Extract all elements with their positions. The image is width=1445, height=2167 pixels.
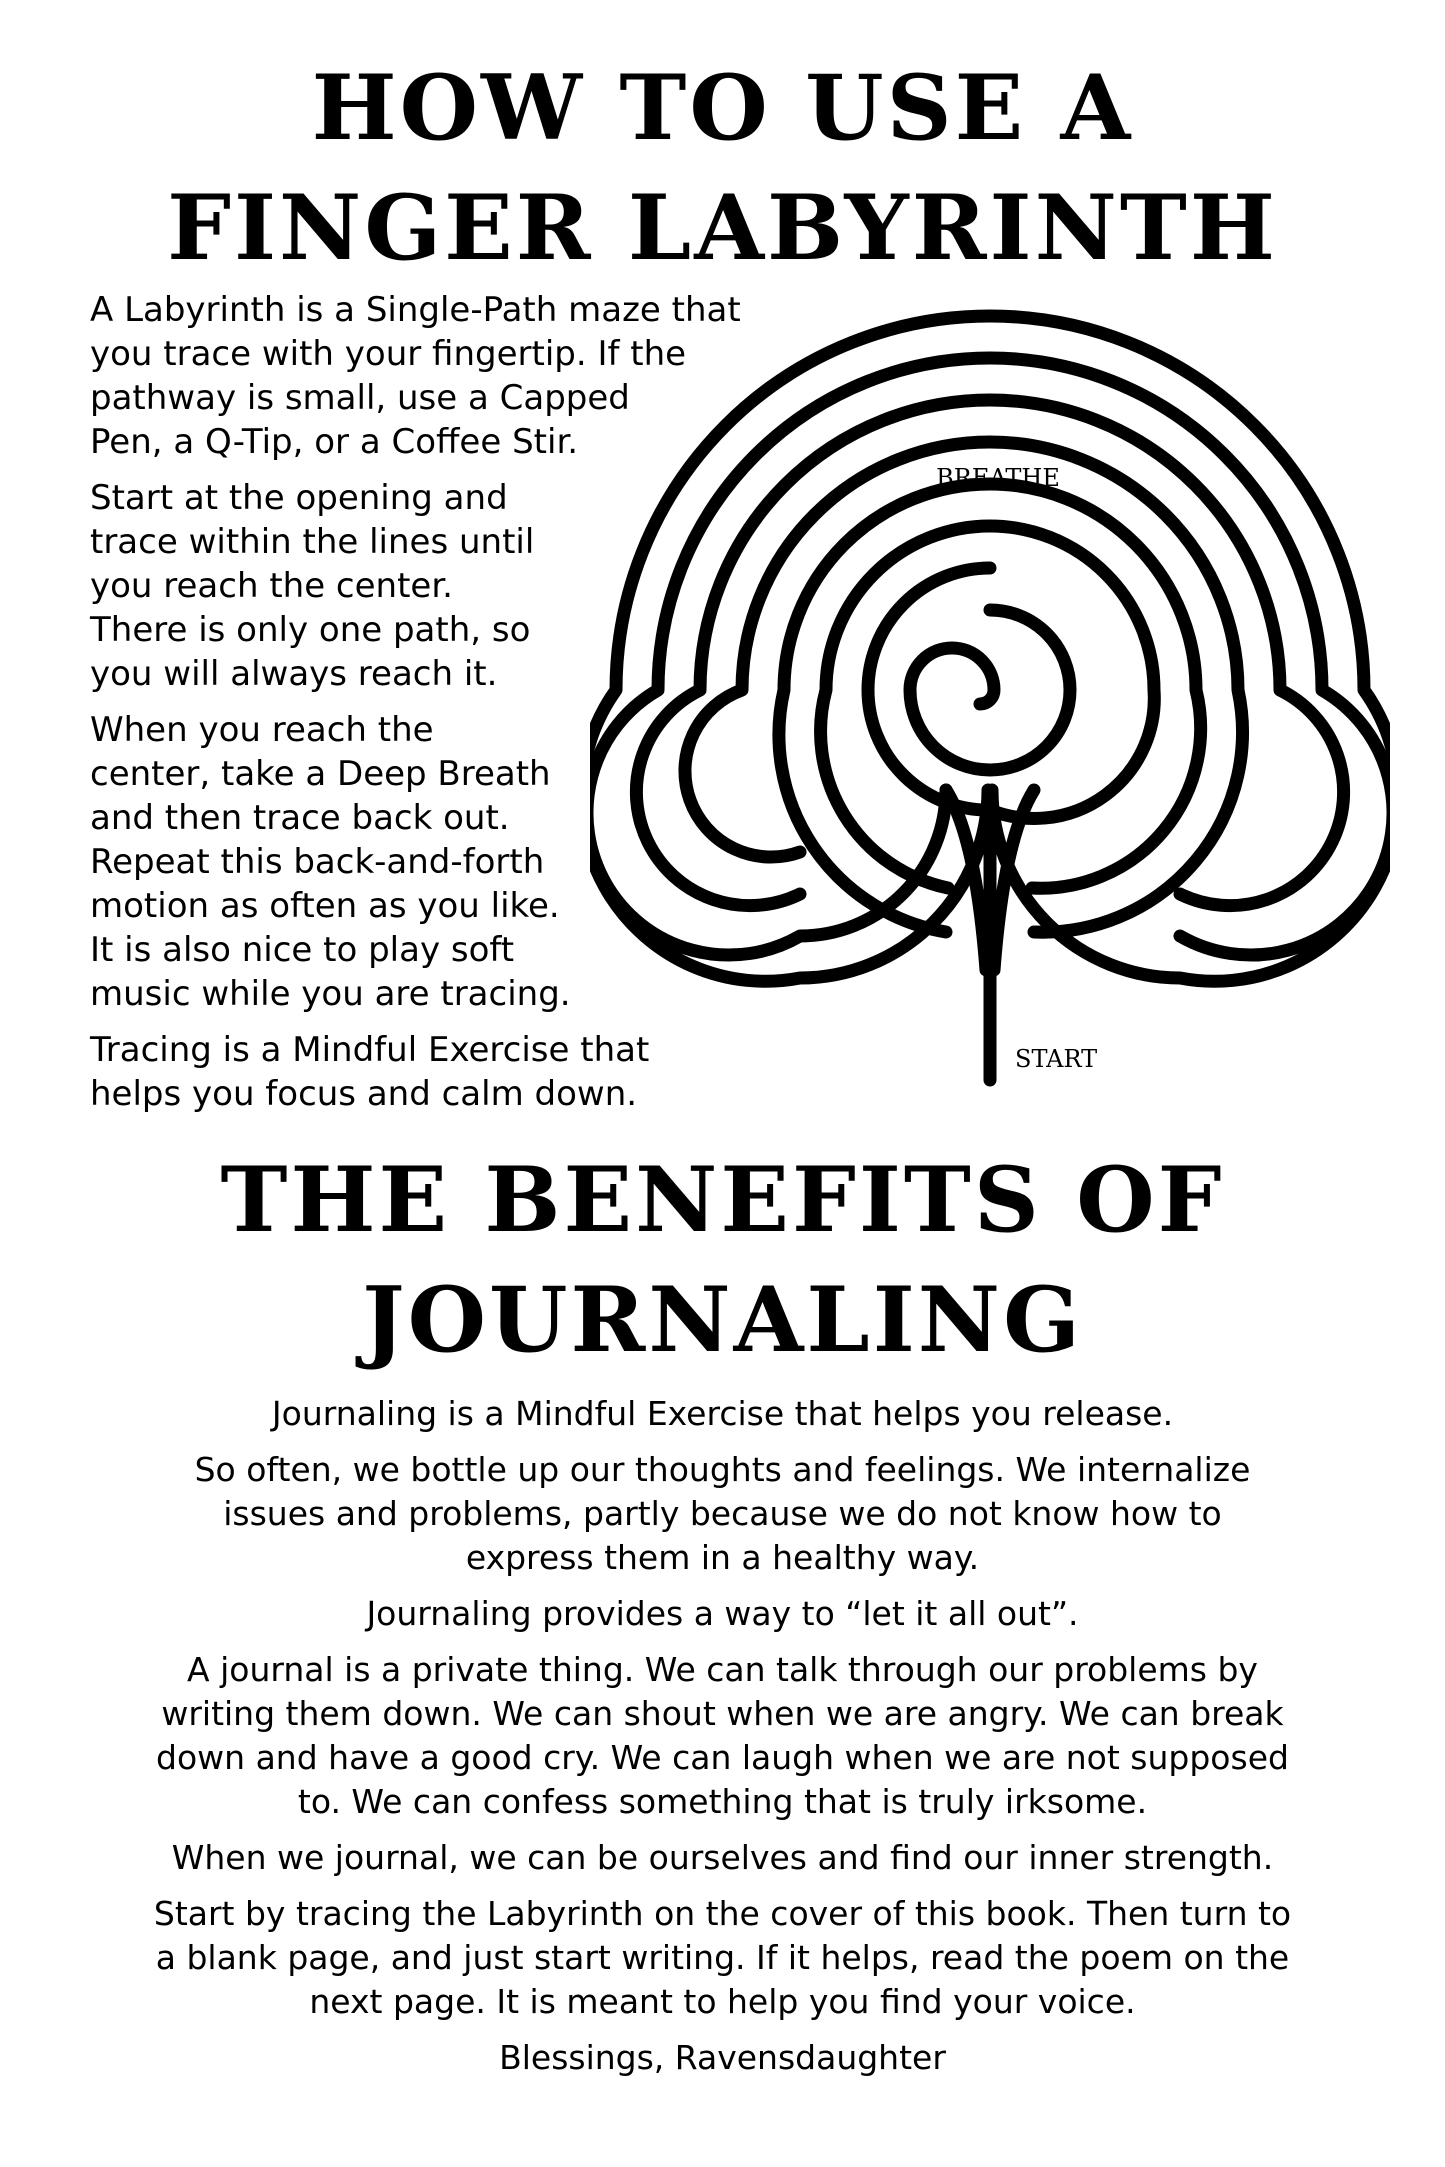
paragraph: A journal is a private thing. We can talk through our problems by writing them down. We can shout when we are angry. We can break down and have a good cry. We can laugh when we are not supposed to. We can confess something that is truly irksome. — [156, 1650, 1289, 1821]
paragraph: Start by tracing the Labyrinth on the cover of this book. Then turn to a blank page, and just start writing. If it helps, read the poem on the next page. It is meant to help you find your voice. — [153, 1894, 1292, 2021]
start-label: START — [1015, 1045, 1098, 1073]
paragraph: Start at the opening and trace within the lines until you reach the center. There is only one path, so you will always reach it. — [90, 478, 535, 694]
signature: Blessings, Ravensdaughter — [499, 2038, 946, 2077]
heading-line: THE BENEFITS OF — [220, 1147, 1225, 1253]
paragraph: When you reach the center, take a Deep Breath and then trace back out. Repeat this back-and-forth motion as often as you like. It is also nice to play soft music while you are tracing. — [90, 710, 571, 1014]
journaling-benefits — [70, 1392, 1375, 2092]
paragraph: So often, we bottle up our thoughts and feelings. We internalize issues and problems, partly because we do not know how to express them in a healthy way. — [194, 1450, 1251, 1577]
paragraph: A Labyrinth is a Single-Path maze that you trace with your fingertip. If the pathway is small, use a Capped Pen, a Q-Tip, or a Coffee Stir. — [90, 290, 741, 462]
paragraph: Journaling is a Mindful Exercise that helps you release. — [271, 1394, 1174, 1433]
paragraph: Journaling provides a way to “let it all out”. — [366, 1594, 1079, 1633]
finger-labyrinth-diagram[interactable] — [590, 290, 1390, 1110]
paragraph: Tracing is a Mindful Exercise that helps you focus and calm down. — [90, 1030, 650, 1114]
journaling-heading — [0, 1140, 1445, 1380]
labyrinth-center-spiral — [910, 610, 1070, 770]
breathe-label: BREATHE — [936, 464, 1060, 492]
heading-line: JOURNALING — [362, 1267, 1083, 1373]
heading-line: HOW TO USE A — [311, 55, 1134, 161]
heading-line: FINGER LABYRINTH — [167, 175, 1278, 281]
paragraph: When we journal, we can be ourselves and find our inner strength. — [171, 1838, 1274, 1877]
labyrinth-heading — [0, 48, 1445, 288]
